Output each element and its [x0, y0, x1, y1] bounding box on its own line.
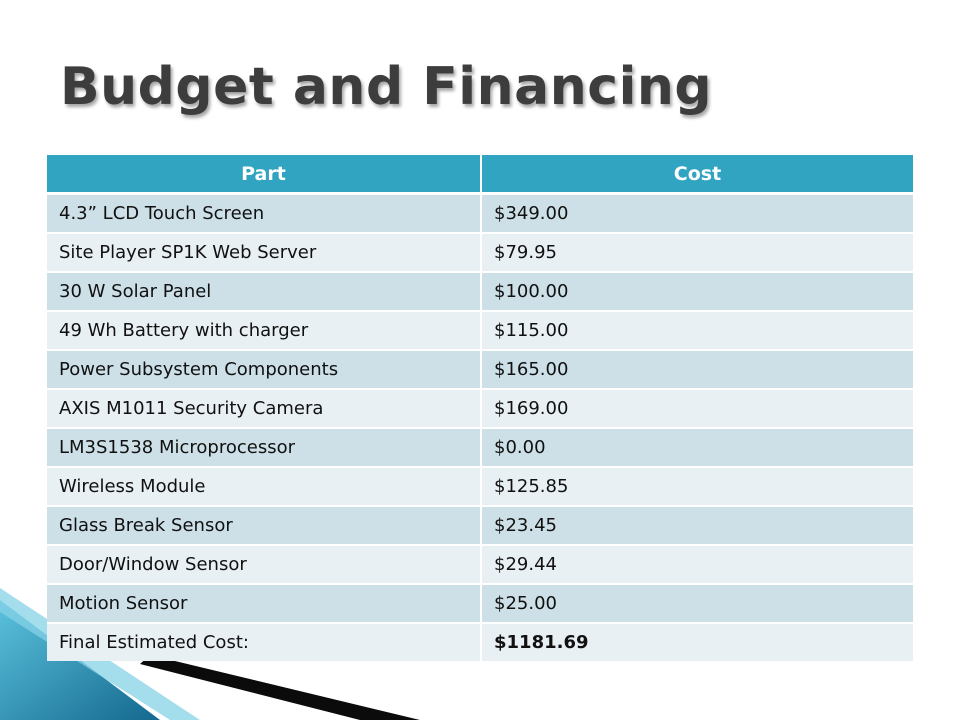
table-row [47, 467, 913, 506]
part-cell: 30 W Solar Panel [47, 272, 481, 311]
part-cell: Site Player SP1K Web Server [47, 233, 481, 272]
table-header-row [47, 155, 913, 194]
table-row [47, 545, 913, 584]
table-row [47, 311, 913, 350]
cost-cell: $349.00 [481, 194, 913, 234]
cost-cell: $79.95 [481, 233, 913, 272]
part-cell: AXIS M1011 Security Camera [47, 389, 481, 428]
cost-cell: $169.00 [481, 389, 913, 428]
part-cell: Power Subsystem Components [47, 350, 481, 389]
table-row [47, 272, 913, 311]
total-row [47, 623, 913, 661]
table-row [47, 428, 913, 467]
part-cell: 4.3” LCD Touch Screen [47, 194, 481, 234]
cost-cell: $125.85 [481, 467, 913, 506]
total-label: Final Estimated Cost: [47, 623, 481, 661]
cost-cell: $29.44 [481, 545, 913, 584]
cost-cell: $100.00 [481, 272, 913, 311]
part-cell: Wireless Module [47, 467, 481, 506]
table-row [47, 350, 913, 389]
cost-cell: $0.00 [481, 428, 913, 467]
total-value: $1181.69 [481, 623, 913, 661]
table-row [47, 194, 913, 234]
slide-title: Budget and Financing [60, 57, 713, 117]
column-header-part: Part [47, 155, 481, 194]
part-cell: Motion Sensor [47, 584, 481, 623]
table-row [47, 584, 913, 623]
cost-cell: $115.00 [481, 311, 913, 350]
table-row [47, 233, 913, 272]
column-header-cost: Cost [481, 155, 913, 194]
cost-cell: $23.45 [481, 506, 913, 545]
table-row [47, 389, 913, 428]
cost-cell: $165.00 [481, 350, 913, 389]
part-cell: Door/Window Sensor [47, 545, 481, 584]
part-cell: Glass Break Sensor [47, 506, 481, 545]
table-row [47, 506, 913, 545]
part-cell: LM3S1538 Microprocessor [47, 428, 481, 467]
part-cell: 49 Wh Battery with charger [47, 311, 481, 350]
budget-table [47, 155, 913, 661]
cost-cell: $25.00 [481, 584, 913, 623]
